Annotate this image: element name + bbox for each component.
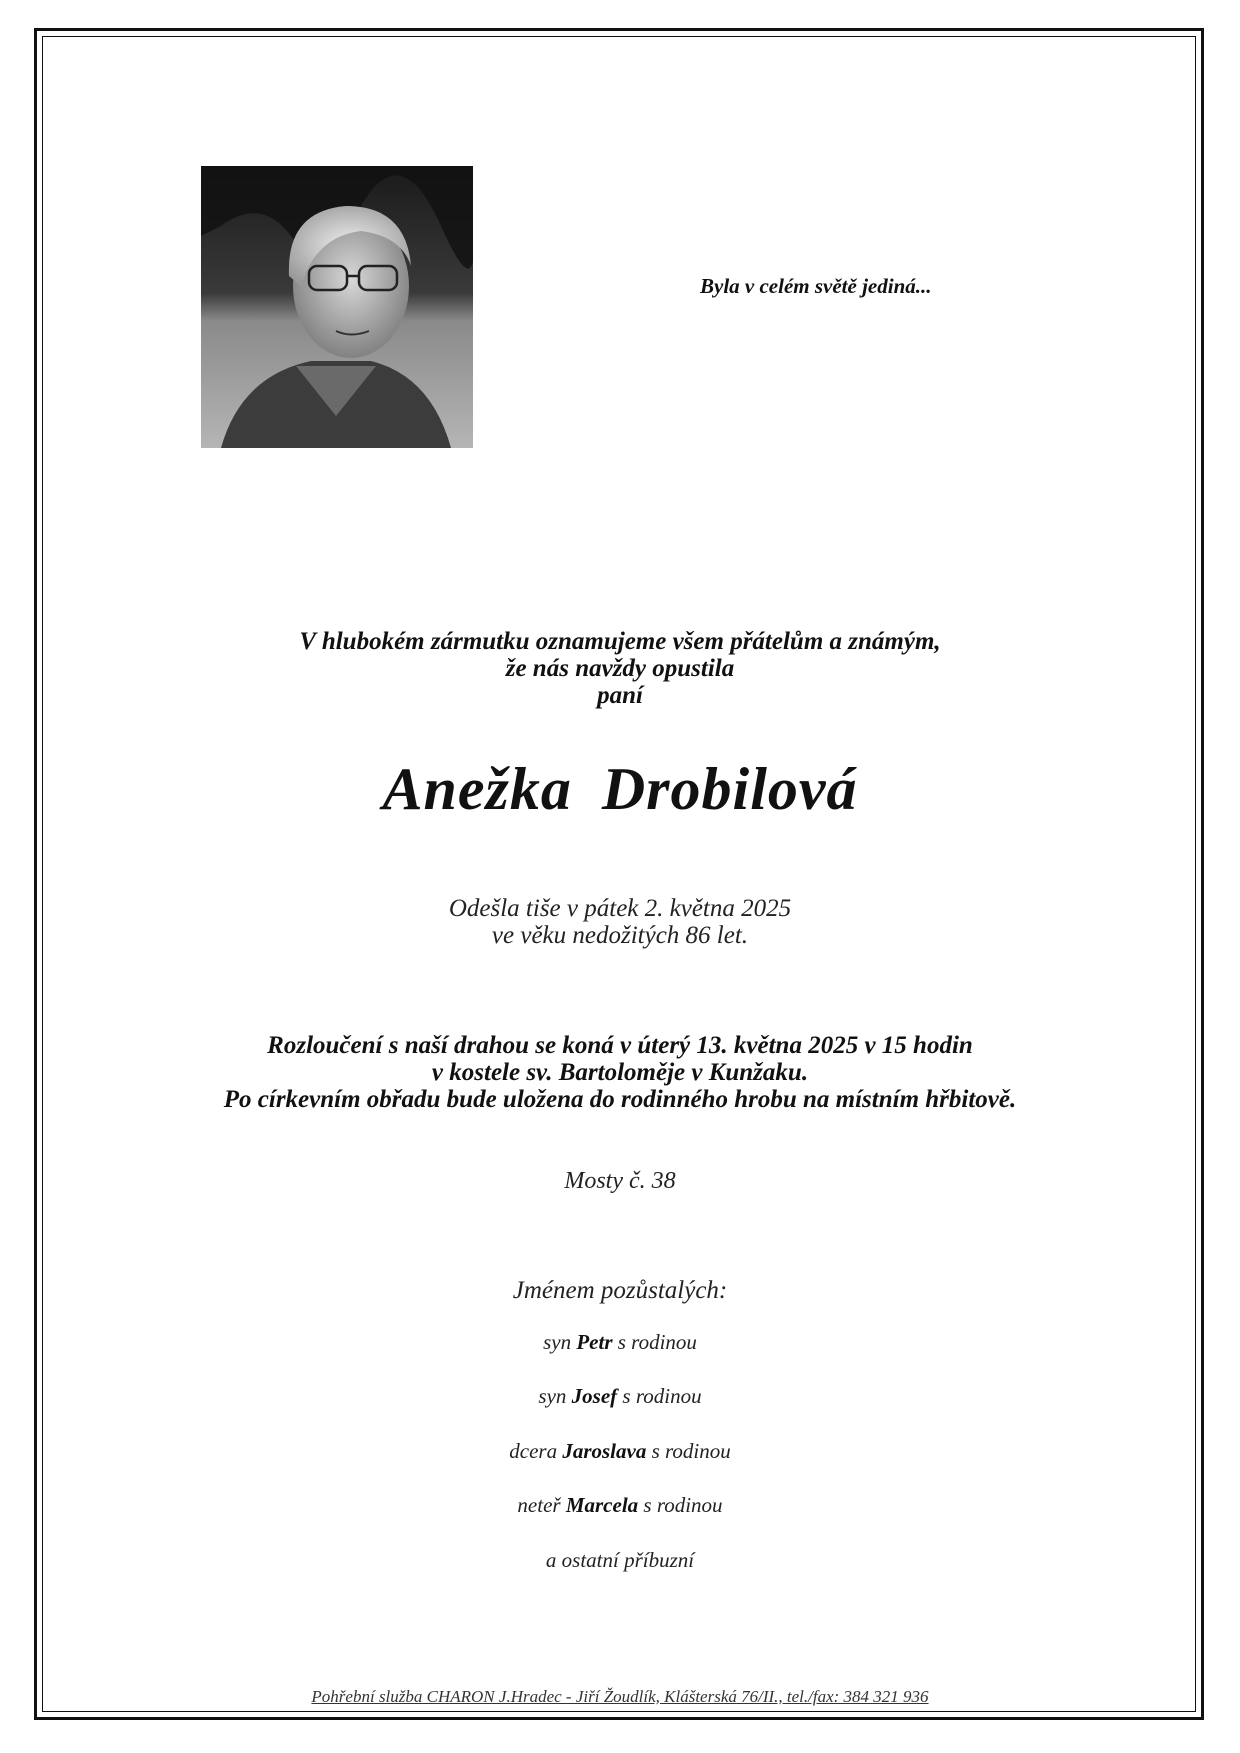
mourner-suffix: s rodinou bbox=[651, 1439, 731, 1463]
mourner-suffix: s rodinou bbox=[622, 1384, 702, 1408]
ceremony-info bbox=[0, 1032, 1240, 1113]
mourner-name: Josef bbox=[571, 1384, 618, 1408]
mourner-item bbox=[0, 1384, 1240, 1409]
announcement-line-3: paní bbox=[597, 682, 643, 709]
mourner-item bbox=[0, 1330, 1240, 1355]
announcement-line-1: V hlubokém zármutku oznamujeme všem přátelům a známým, bbox=[299, 628, 941, 655]
mourner-name: Marcela bbox=[565, 1493, 639, 1517]
mourners-other-relatives: a ostatní příbuzní bbox=[545, 1548, 695, 1572]
address: Mosty č. 38 bbox=[564, 1168, 676, 1194]
deceased-name: Anežka Drobilová bbox=[382, 756, 858, 822]
mourner-suffix: s rodinou bbox=[617, 1330, 697, 1354]
portrait-photo bbox=[201, 166, 473, 448]
mourner-item bbox=[0, 1493, 1240, 1518]
ceremony-line-1: Rozloučení s naší drahou se koná v úterý 13. května 2025 v 15 hodin bbox=[267, 1032, 973, 1059]
mourner-item bbox=[0, 1439, 1240, 1464]
mourner-name: Jaroslava bbox=[562, 1439, 647, 1463]
announcement bbox=[0, 628, 1240, 709]
on-behalf-label: Jménem pozůstalých: bbox=[512, 1277, 728, 1304]
mourner-relation: dcera bbox=[509, 1439, 558, 1463]
ceremony-line-2: v kostele sv. Bartoloměje v Kunžaku. bbox=[431, 1059, 809, 1086]
mourner-name: Petr bbox=[576, 1330, 613, 1354]
mourner-relation: neteř bbox=[517, 1493, 561, 1517]
funeral-service-footer: Pohřební služba CHARON J.Hradec - Jiří Žoudlík, Klášterská 76/II., tel./fax: 384 321 936 bbox=[311, 1687, 929, 1706]
death-info bbox=[0, 895, 1240, 949]
portrait-illustration bbox=[201, 166, 473, 448]
announcement-line-2: že nás navždy opustila bbox=[505, 655, 735, 682]
death-age-line: ve věku nedožitých 86 let. bbox=[491, 922, 749, 949]
death-date-line: Odešla tiše v pátek 2. května 2025 bbox=[448, 895, 792, 922]
ceremony-line-3: Po církevním obřadu bude uložena do rodinného hrobu na místním hřbitově. bbox=[223, 1086, 1017, 1113]
mourner-relation: syn bbox=[543, 1330, 572, 1354]
mourner-suffix: s rodinou bbox=[643, 1493, 723, 1517]
mourner-relation: syn bbox=[538, 1384, 567, 1408]
motto: Byla v celém světě jediná... bbox=[700, 274, 932, 298]
